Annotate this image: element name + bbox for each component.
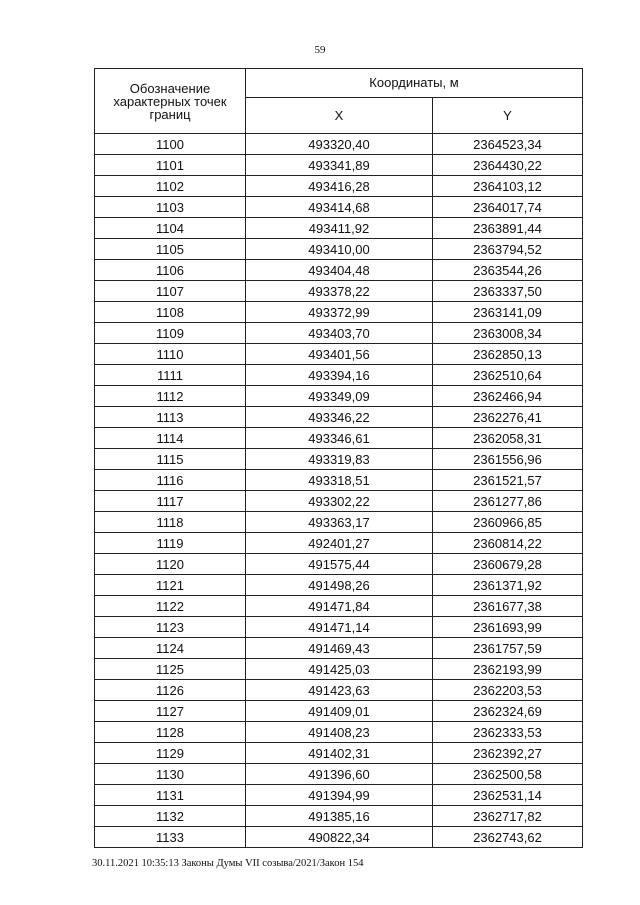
x-coordinate-cell: 493349,09 xyxy=(246,386,433,407)
x-coordinate-cell: 490822,34 xyxy=(246,827,433,848)
y-coordinate-cell: 2362058,31 xyxy=(433,428,583,449)
table-row xyxy=(95,218,583,239)
x-coordinate-cell: 491402,31 xyxy=(246,743,433,764)
x-coordinate-cell: 491471,84 xyxy=(246,596,433,617)
header-y: Y xyxy=(433,97,583,134)
table-row xyxy=(95,134,583,155)
point-id-cell: 1132 xyxy=(95,806,246,827)
table-row xyxy=(95,638,583,659)
y-coordinate-cell: 2362510,64 xyxy=(433,365,583,386)
table-row xyxy=(95,239,583,260)
table-row xyxy=(95,281,583,302)
x-coordinate-cell: 491498,26 xyxy=(246,575,433,596)
point-id-cell: 1117 xyxy=(95,491,246,512)
table-row xyxy=(95,659,583,680)
x-coordinate-cell: 491469,43 xyxy=(246,638,433,659)
y-coordinate-cell: 2361757,59 xyxy=(433,638,583,659)
point-id-cell: 1128 xyxy=(95,722,246,743)
table-row xyxy=(95,155,583,176)
y-coordinate-cell: 2361556,96 xyxy=(433,449,583,470)
x-coordinate-cell: 493378,22 xyxy=(246,281,433,302)
point-id-cell: 1103 xyxy=(95,197,246,218)
x-coordinate-cell: 493403,70 xyxy=(246,323,433,344)
footer-stamp: 30.11.2021 10:35:13 Законы Думы VII созыва/2021/Закон 154 xyxy=(92,858,364,869)
y-coordinate-cell: 2364523,34 xyxy=(433,134,583,155)
point-id-cell: 1133 xyxy=(95,827,246,848)
table-row xyxy=(95,554,583,575)
y-coordinate-cell: 2361693,99 xyxy=(433,617,583,638)
header-x: X xyxy=(246,97,433,134)
y-coordinate-cell: 2360679,28 xyxy=(433,554,583,575)
point-id-cell: 1121 xyxy=(95,575,246,596)
table-row xyxy=(95,701,583,722)
table-row xyxy=(95,596,583,617)
y-coordinate-cell: 2360814,22 xyxy=(433,533,583,554)
point-id-cell: 1114 xyxy=(95,428,246,449)
y-coordinate-cell: 2362531,14 xyxy=(433,785,583,806)
x-coordinate-cell: 493319,83 xyxy=(246,449,433,470)
y-coordinate-cell: 2362392,27 xyxy=(433,743,583,764)
table-row xyxy=(95,197,583,218)
x-coordinate-cell: 493363,17 xyxy=(246,512,433,533)
x-coordinate-cell: 491394,99 xyxy=(246,785,433,806)
x-coordinate-cell: 493320,40 xyxy=(246,134,433,155)
point-id-cell: 1129 xyxy=(95,743,246,764)
point-id-cell: 1127 xyxy=(95,701,246,722)
y-coordinate-cell: 2362203,53 xyxy=(433,680,583,701)
y-coordinate-cell: 2362500,58 xyxy=(433,764,583,785)
table-row xyxy=(95,680,583,701)
y-coordinate-cell: 2363337,50 xyxy=(433,281,583,302)
table-row xyxy=(95,827,583,848)
table-row xyxy=(95,260,583,281)
x-coordinate-cell: 492401,27 xyxy=(246,533,433,554)
point-id-cell: 1105 xyxy=(95,239,246,260)
table-row xyxy=(95,806,583,827)
x-coordinate-cell: 493411,92 xyxy=(246,218,433,239)
point-id-cell: 1113 xyxy=(95,407,246,428)
point-id-cell: 1107 xyxy=(95,281,246,302)
point-id-cell: 1104 xyxy=(95,218,246,239)
x-coordinate-cell: 493404,48 xyxy=(246,260,433,281)
y-coordinate-cell: 2362466,94 xyxy=(433,386,583,407)
table-row xyxy=(95,407,583,428)
y-coordinate-cell: 2362717,82 xyxy=(433,806,583,827)
y-coordinate-cell: 2364017,74 xyxy=(433,197,583,218)
point-id-cell: 1115 xyxy=(95,449,246,470)
table-row xyxy=(95,491,583,512)
table-row xyxy=(95,344,583,365)
point-id-cell: 1126 xyxy=(95,680,246,701)
table-row xyxy=(95,302,583,323)
table-row xyxy=(95,449,583,470)
point-id-cell: 1125 xyxy=(95,659,246,680)
x-coordinate-cell: 493410,00 xyxy=(246,239,433,260)
table-row xyxy=(95,323,583,344)
point-id-cell: 1122 xyxy=(95,596,246,617)
table-row xyxy=(95,386,583,407)
point-id-cell: 1116 xyxy=(95,470,246,491)
x-coordinate-cell: 493346,22 xyxy=(246,407,433,428)
table-row xyxy=(95,575,583,596)
x-coordinate-cell: 491575,44 xyxy=(246,554,433,575)
x-coordinate-cell: 493416,28 xyxy=(246,176,433,197)
point-id-cell: 1118 xyxy=(95,512,246,533)
x-coordinate-cell: 493414,68 xyxy=(246,197,433,218)
point-id-cell: 1130 xyxy=(95,764,246,785)
table-row xyxy=(95,785,583,806)
y-coordinate-cell: 2364103,12 xyxy=(433,176,583,197)
table-row xyxy=(95,428,583,449)
table-body xyxy=(95,134,583,848)
point-id-cell: 1131 xyxy=(95,785,246,806)
y-coordinate-cell: 2363008,34 xyxy=(433,323,583,344)
x-coordinate-cell: 491385,16 xyxy=(246,806,433,827)
point-id-cell: 1108 xyxy=(95,302,246,323)
table-row xyxy=(95,365,583,386)
table-row xyxy=(95,722,583,743)
table-row xyxy=(95,512,583,533)
point-id-cell: 1112 xyxy=(95,386,246,407)
x-coordinate-cell: 493318,51 xyxy=(246,470,433,491)
y-coordinate-cell: 2362743,62 xyxy=(433,827,583,848)
x-coordinate-cell: 491471,14 xyxy=(246,617,433,638)
table-row xyxy=(95,743,583,764)
y-coordinate-cell: 2363544,26 xyxy=(433,260,583,281)
x-coordinate-cell: 493346,61 xyxy=(246,428,433,449)
y-coordinate-cell: 2361277,86 xyxy=(433,491,583,512)
x-coordinate-cell: 491423,63 xyxy=(246,680,433,701)
y-coordinate-cell: 2361677,38 xyxy=(433,596,583,617)
point-id-cell: 1101 xyxy=(95,155,246,176)
x-coordinate-cell: 493401,56 xyxy=(246,344,433,365)
x-coordinate-cell: 491409,01 xyxy=(246,701,433,722)
x-coordinate-cell: 491408,23 xyxy=(246,722,433,743)
point-id-cell: 1119 xyxy=(95,533,246,554)
point-id-cell: 1123 xyxy=(95,617,246,638)
x-coordinate-cell: 493394,16 xyxy=(246,365,433,386)
table-row xyxy=(95,617,583,638)
y-coordinate-cell: 2364430,22 xyxy=(433,155,583,176)
point-id-cell: 1106 xyxy=(95,260,246,281)
y-coordinate-cell: 2362850,13 xyxy=(433,344,583,365)
y-coordinate-cell: 2363891,44 xyxy=(433,218,583,239)
page-number: 59 xyxy=(314,44,326,56)
table-row xyxy=(95,176,583,197)
point-id-cell: 1120 xyxy=(95,554,246,575)
point-id-cell: 1124 xyxy=(95,638,246,659)
y-coordinate-cell: 2362324,69 xyxy=(433,701,583,722)
header-coordinates: Координаты, м xyxy=(246,69,583,98)
point-id-cell: 1100 xyxy=(95,134,246,155)
point-id-cell: 1110 xyxy=(95,344,246,365)
x-coordinate-cell: 493372,99 xyxy=(246,302,433,323)
point-id-cell: 1111 xyxy=(95,365,246,386)
table-row xyxy=(95,533,583,554)
header-designation: Обозначение характерных точек границ xyxy=(95,69,246,134)
table-row xyxy=(95,470,583,491)
y-coordinate-cell: 2362276,41 xyxy=(433,407,583,428)
y-coordinate-cell: 2361521,57 xyxy=(433,470,583,491)
y-coordinate-cell: 2361371,92 xyxy=(433,575,583,596)
y-coordinate-cell: 2363794,52 xyxy=(433,239,583,260)
x-coordinate-cell: 493302,22 xyxy=(246,491,433,512)
point-id-cell: 1109 xyxy=(95,323,246,344)
y-coordinate-cell: 2362193,99 xyxy=(433,659,583,680)
y-coordinate-cell: 2362333,53 xyxy=(433,722,583,743)
y-coordinate-cell: 2360966,85 xyxy=(433,512,583,533)
x-coordinate-cell: 491396,60 xyxy=(246,764,433,785)
x-coordinate-cell: 491425,03 xyxy=(246,659,433,680)
x-coordinate-cell: 493341,89 xyxy=(246,155,433,176)
y-coordinate-cell: 2363141,09 xyxy=(433,302,583,323)
table-row xyxy=(95,764,583,785)
point-id-cell: 1102 xyxy=(95,176,246,197)
coordinates-table xyxy=(94,68,583,848)
